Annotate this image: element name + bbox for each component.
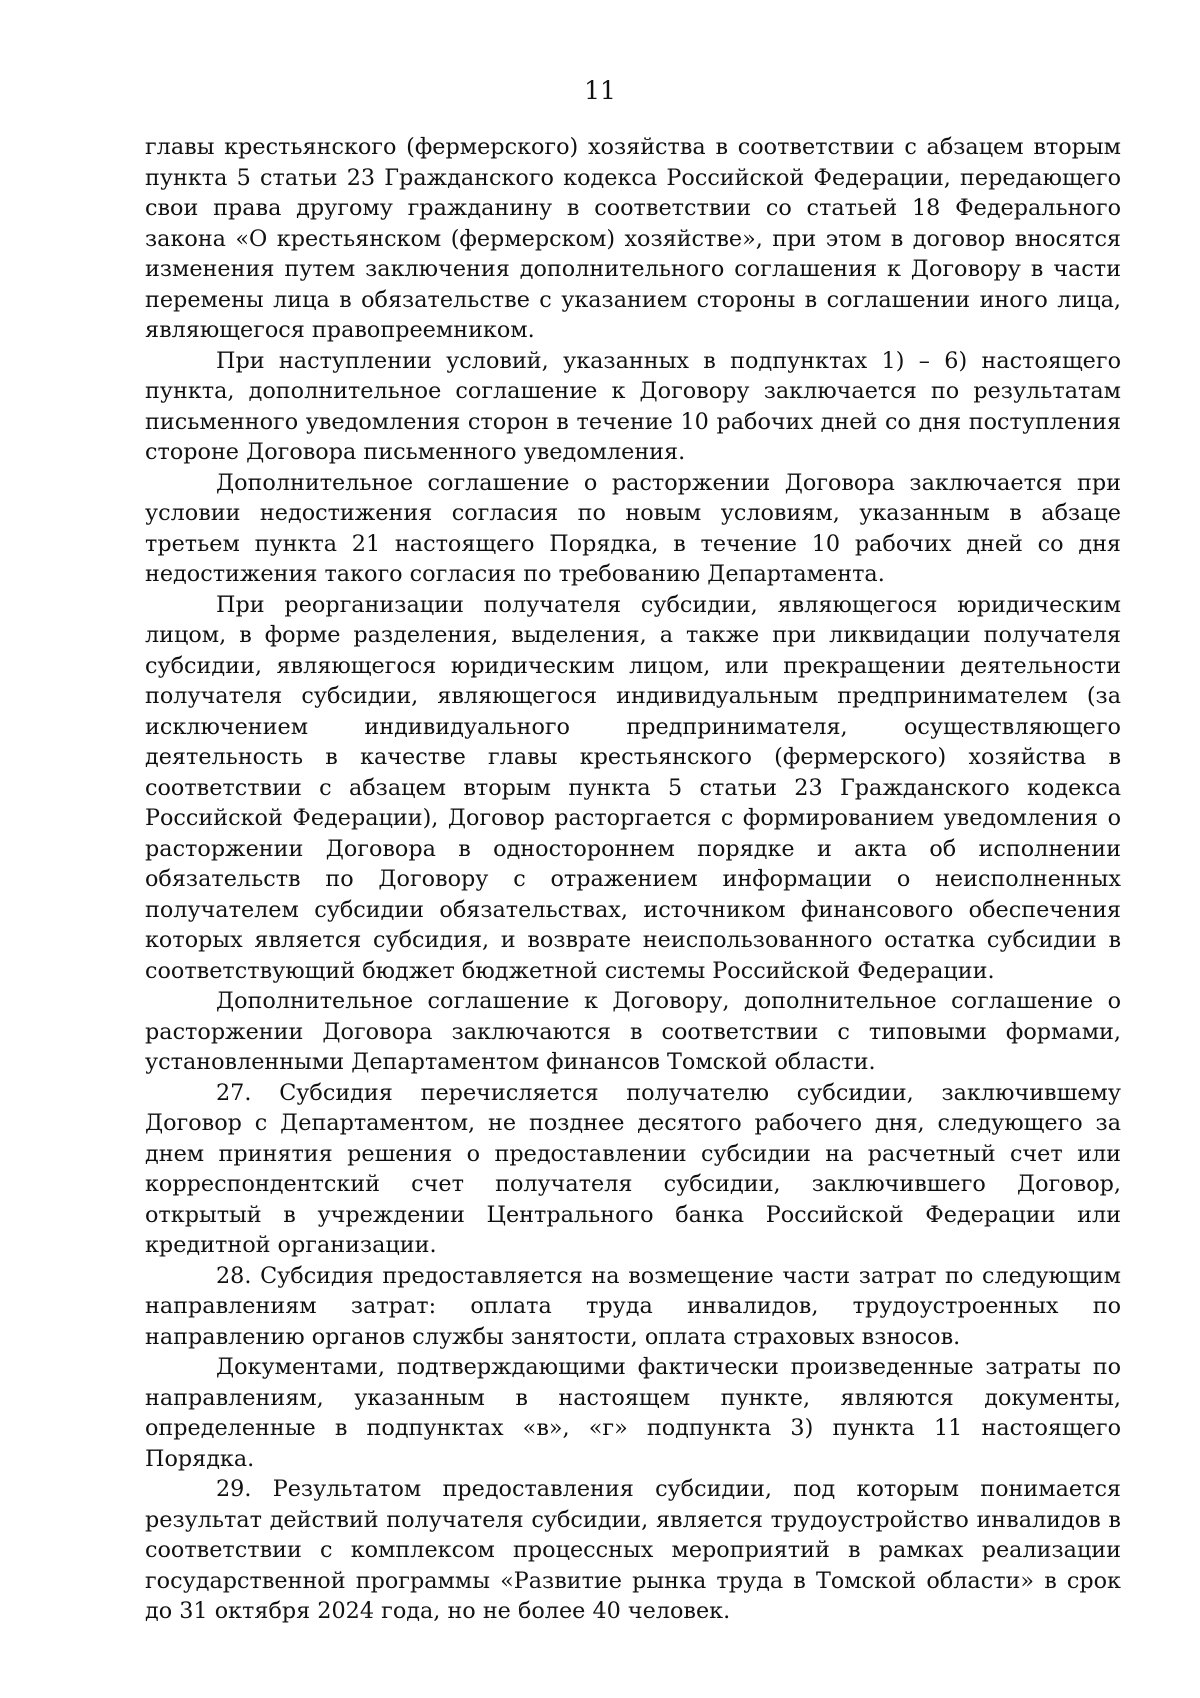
paragraph-clause-28: 28. Субсидия предоставляется на возмещение части затрат по следующим направлениям затрат: оплата труда инвалидов, трудоустроенных по направлению органов службы занятости, оплата страховых взносов. xyxy=(145,1262,1121,1350)
paragraph-clause-27: 27. Субсидия перечисляется получателю субсидии, заключившему Договор с Департаментом, не позднее десятого рабочего дня, следующего за днем принятия решения о предоставлении субсидии на расчетный счет или корреспондентский счет получателя субсидии, заключившего Договор, открытый в учреждении Центрального банка Российской Федерации или кредитной организации. xyxy=(145,1079,1121,1258)
paragraph-standard-forms: Дополнительное соглашение к Договору, дополнительное соглашение о расторжении Договора заключаются в соответствии с типовыми формами, установленными Департаментом финансов Томской области. xyxy=(145,988,1121,1075)
paragraph-clause-28-documents: Документами, подтверждающими фактически произведенные затраты по направлениям, указанным в настоящем пункте, являются документы, определенные в подпунктах «в», «г» подпункта 3) пункта 11 настоящего Порядка. xyxy=(145,1354,1121,1472)
paragraph-conditions: При наступлении условий, указанных в подпунктах 1) – 6) настоящего пункта, дополнительное соглашение к Договору заключается по результатам письменного уведомления сторон в течение 10 рабочих дней со дня поступления стороне Договора письменного уведомления. xyxy=(145,347,1121,465)
document-body xyxy=(145,132,1121,1627)
page-number: 11 xyxy=(584,76,616,105)
paragraph-clause-29: 29. Результатом предоставления субсидии, под которым понимается результат действий получателя субсидии, является трудоустройство инвалидов в соответствии с комплексом процессных мероприятий в рамках реализации государственной программы «Развитие рынка труда в Томской области» в срок до 31 октября 2024 года, но не более 40 человек. xyxy=(145,1476,1121,1624)
paragraph-termination-agreement: Дополнительное соглашение о расторжении Договора заключается при условии недостижения согласия по новым условиям, указанным в абзаце третьем пункта 21 настоящего Порядка, в течение 10 рабочих дней со дня недостижения такого согласия по требованию Департамента. xyxy=(145,469,1121,587)
paragraph-reorganization: При реорганизации получателя субсидии, являющегося юридическим лицом, в форме разделения, выделения, а также при ликвидации получателя субсидии, являющегося юридическим лицом, или прекращении деятельности получателя субсидии, являющегося индивидуальным предпринимателем (за исключением индивидуального предпринимателя, осуществляющего деятельность в качестве главы крестьянского (фермерского) хозяйства в соответствии с абзацем вторым пункта 5 статьи 23 Гражданского кодекса Российской Федерации), Договор расторгается с формированием уведомления о расторжении Договора в одностороннем порядке и акта об исполнении обязательств по Договору с отражением информации о неисполненных получателем субсидии обязательствах, источником финансового обеспечения которых является субсидия, и возврате неиспользованного остатка субсидии в соответствующий бюджет бюджетной системы Российской Федерации. xyxy=(145,591,1121,984)
paragraph-continuation: главы крестьянского (фермерского) хозяйства в соответствии с абзацем вторым пункта 5 статьи 23 Гражданского кодекса Российской Федерации, передающего свои права другому гражданину в соответствии со статьей 18 Федерального закона «О крестьянском (фермерском) хозяйстве», при этом в договор вносятся изменения путем заключения дополнительного соглашения к Договору в части перемены лица в обязательстве с указанием стороны в соглашении иного лица, являющегося правопреемником. xyxy=(145,134,1121,343)
